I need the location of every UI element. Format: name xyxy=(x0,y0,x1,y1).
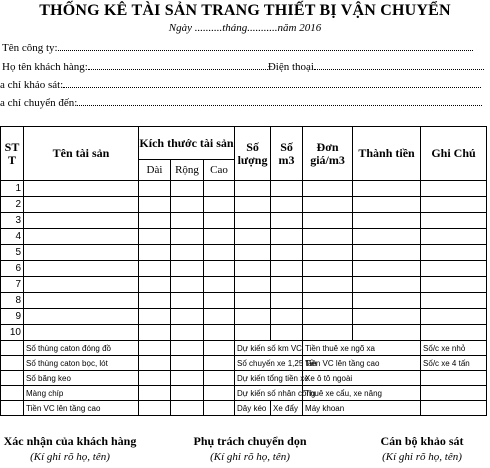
footer-cell xyxy=(139,386,171,401)
footer-label: Số chuyến xe 1,25 tấn xyxy=(235,356,303,371)
table-row xyxy=(1,245,487,261)
row-number: 8 xyxy=(1,293,24,309)
table-cell xyxy=(139,213,171,229)
table-cell xyxy=(24,277,139,293)
footer-cell xyxy=(204,386,235,401)
footer-label: Dự kiến số nhân công xyxy=(235,386,303,401)
destination-address-line xyxy=(0,95,482,109)
footer-cell xyxy=(171,371,204,386)
footer-label xyxy=(421,386,487,401)
footer-label: Thuê xe cẩu, xe nâng xyxy=(303,386,421,401)
footer-label: Số thùng caton bọc, lót xyxy=(24,356,139,371)
customer-confirm-label: Xác nhận của khách hàng xyxy=(3,434,137,448)
table-cell xyxy=(271,261,303,277)
date-line: Ngày ..........tháng...........năm 2016 xyxy=(168,22,322,34)
footer-label: Số/c xe 4 tấn xyxy=(421,356,487,371)
header-unit-price: Đơn giá/m3 xyxy=(303,127,353,181)
table-row xyxy=(1,309,487,325)
table-cell xyxy=(271,293,303,309)
table-cell xyxy=(139,181,171,197)
table-cell xyxy=(139,277,171,293)
table-cell xyxy=(421,245,487,261)
footer-cell xyxy=(1,356,24,371)
footer-row xyxy=(1,386,487,401)
table-cell xyxy=(303,309,353,325)
table-cell xyxy=(24,245,139,261)
header-amount: Thành tiền xyxy=(353,127,421,181)
row-number: 3 xyxy=(1,213,24,229)
table-cell xyxy=(303,325,353,341)
table-cell xyxy=(235,293,271,309)
table-cell xyxy=(204,245,235,261)
phone-label: Điện thoại xyxy=(267,61,314,73)
table-cell xyxy=(271,181,303,197)
table-row xyxy=(1,229,487,245)
footer-label xyxy=(421,371,487,386)
table-row xyxy=(1,181,487,197)
footer-label: Máy khoan xyxy=(303,401,421,416)
row-number: 4 xyxy=(1,229,24,245)
table-cell xyxy=(204,229,235,245)
table-cell xyxy=(421,197,487,213)
table-cell xyxy=(303,261,353,277)
table-cell xyxy=(171,325,204,341)
footer-cell xyxy=(204,401,235,416)
table-cell xyxy=(421,229,487,245)
table-cell xyxy=(171,261,204,277)
footer-label: Dây kéo xyxy=(235,401,271,416)
table-cell xyxy=(139,229,171,245)
table-cell xyxy=(171,197,204,213)
table-cell xyxy=(171,229,204,245)
header-length: Dài xyxy=(139,160,171,181)
table-cell xyxy=(421,325,487,341)
header-note: Ghi Chú xyxy=(421,127,487,181)
row-number: 6 xyxy=(1,261,24,277)
table-cell xyxy=(353,261,421,277)
table-cell xyxy=(24,197,139,213)
table-row xyxy=(1,213,487,229)
footer-cell xyxy=(139,356,171,371)
table-cell xyxy=(139,245,171,261)
footer-label: Số băng keo xyxy=(24,371,139,386)
table-cell xyxy=(235,325,271,341)
footer-row xyxy=(1,341,487,356)
footer-label: Dự kiến số km VC xyxy=(235,341,303,356)
table-cell xyxy=(235,197,271,213)
table-cell xyxy=(353,277,421,293)
header-quantity: Số lượng xyxy=(235,127,271,181)
table-row xyxy=(1,261,487,277)
footer-row xyxy=(1,356,487,371)
footer-cell xyxy=(171,401,204,416)
row-number: 10 xyxy=(1,325,24,341)
row-number: 2 xyxy=(1,197,24,213)
table-cell xyxy=(24,181,139,197)
footer-cell xyxy=(1,371,24,386)
footer-cell xyxy=(1,341,24,356)
table-cell xyxy=(171,293,204,309)
footer-cell xyxy=(171,341,204,356)
table-cell xyxy=(271,245,303,261)
table-cell xyxy=(204,181,235,197)
table-cell xyxy=(353,197,421,213)
table-cell xyxy=(24,325,139,341)
row-number: 9 xyxy=(1,309,24,325)
destination-address-label: a chỉ chuyển đến: xyxy=(0,97,78,109)
table-cell xyxy=(235,261,271,277)
table-cell xyxy=(271,309,303,325)
table-cell xyxy=(353,245,421,261)
header-height: Cao xyxy=(204,160,235,181)
table-cell xyxy=(139,309,171,325)
survey-address-line xyxy=(0,77,481,91)
footer-label: Tiền VC lên tầng cao xyxy=(303,356,421,371)
table-cell xyxy=(303,197,353,213)
table-cell xyxy=(139,293,171,309)
row-number: 7 xyxy=(1,277,24,293)
table-cell xyxy=(235,213,271,229)
row-number: 5 xyxy=(1,245,24,261)
table-cell xyxy=(303,293,353,309)
moving-manager-label: Phụ trách chuyển dọn xyxy=(193,434,307,448)
footer-label: Số thùng caton đóng đồ xyxy=(24,341,139,356)
table-cell xyxy=(204,261,235,277)
table-cell xyxy=(171,181,204,197)
footer-label: Xe đẩy xyxy=(271,401,303,416)
table-row xyxy=(1,197,487,213)
table-cell xyxy=(171,277,204,293)
table-cell xyxy=(204,309,235,325)
table-cell xyxy=(24,229,139,245)
footer-cell xyxy=(204,341,235,356)
table-cell xyxy=(139,325,171,341)
table-cell xyxy=(303,229,353,245)
company-label: Tên công ty: xyxy=(2,42,58,54)
table-row xyxy=(1,293,487,309)
customer-line xyxy=(2,59,484,73)
table-cell xyxy=(353,229,421,245)
table-cell xyxy=(204,325,235,341)
header-width: Rộng xyxy=(171,160,204,181)
table-cell xyxy=(24,293,139,309)
table-cell xyxy=(235,309,271,325)
footer-label: Số/c xe nhỏ xyxy=(421,341,487,356)
footer-label: Màng chíp xyxy=(24,386,139,401)
table-cell xyxy=(421,309,487,325)
footer-cell xyxy=(1,401,24,416)
table-cell xyxy=(303,245,353,261)
table-cell xyxy=(353,213,421,229)
table-cell xyxy=(139,261,171,277)
document-title: THỐNG KÊ TÀI SẢN TRANG THIẾT BỊ VẬN CHUYỂN xyxy=(39,2,451,19)
header-asset-name: Tên tài sản xyxy=(24,127,139,181)
footer-label: Tiền VC lên tầng cao xyxy=(24,401,139,416)
table-cell xyxy=(235,277,271,293)
table-cell xyxy=(271,213,303,229)
table-row xyxy=(1,325,487,341)
footer-cell xyxy=(171,356,204,371)
footer-label: Tiền thuê xe ngõ xa xyxy=(303,341,421,356)
table-cell xyxy=(271,277,303,293)
footer-cell xyxy=(171,386,204,401)
customer-sign-note: (Kí ghi rõ họ, tên) xyxy=(30,451,110,463)
footer-label xyxy=(421,401,487,416)
table-cell xyxy=(353,293,421,309)
row-number: 1 xyxy=(1,181,24,197)
table-cell xyxy=(421,213,487,229)
table-cell xyxy=(204,197,235,213)
moving-manager-sign-note: (Kí ghi rõ họ, tên) xyxy=(210,451,290,463)
footer-cell xyxy=(139,371,171,386)
table-cell xyxy=(353,325,421,341)
table-cell xyxy=(171,245,204,261)
surveyor-sign-note: (Kí ghi rõ họ, tên) xyxy=(382,451,462,463)
table-cell xyxy=(235,181,271,197)
asset-table xyxy=(0,126,487,416)
table-cell xyxy=(204,293,235,309)
table-row xyxy=(1,277,487,293)
table-cell xyxy=(421,277,487,293)
footer-cell xyxy=(139,401,171,416)
table-cell xyxy=(204,213,235,229)
table-cell xyxy=(171,213,204,229)
footer-cell xyxy=(1,386,24,401)
footer-label: Xe ô tô ngoài xyxy=(303,371,421,386)
table-cell xyxy=(139,197,171,213)
footer-row xyxy=(1,401,487,416)
header-m3: Số m3 xyxy=(271,127,303,181)
table-cell xyxy=(303,213,353,229)
table-cell xyxy=(235,229,271,245)
customer-label: Họ tên khách hàng: xyxy=(2,61,88,73)
table-cell xyxy=(235,245,271,261)
table-cell xyxy=(421,181,487,197)
table-cell xyxy=(353,309,421,325)
footer-cell xyxy=(139,341,171,356)
table-cell xyxy=(204,277,235,293)
footer-label: Dự kiến tổng tiền xe xyxy=(235,371,303,386)
survey-address-label: a chỉ khảo sát: xyxy=(0,79,64,91)
table-cell xyxy=(24,213,139,229)
table-cell xyxy=(353,181,421,197)
surveyor-label: Cán bộ khảo sát xyxy=(380,434,464,448)
header-dimensions: Kích thước tài sản xyxy=(139,127,235,160)
table-cell xyxy=(421,293,487,309)
table-cell xyxy=(303,277,353,293)
footer-cell xyxy=(204,356,235,371)
table-cell xyxy=(171,309,204,325)
table-cell xyxy=(271,325,303,341)
table-cell xyxy=(24,261,139,277)
header-stt: ST T xyxy=(1,127,24,181)
table-cell xyxy=(24,309,139,325)
footer-cell xyxy=(204,371,235,386)
table-cell xyxy=(421,261,487,277)
table-cell xyxy=(271,197,303,213)
table-cell xyxy=(303,181,353,197)
footer-row xyxy=(1,371,487,386)
table-cell xyxy=(271,229,303,245)
company-line xyxy=(2,40,473,54)
